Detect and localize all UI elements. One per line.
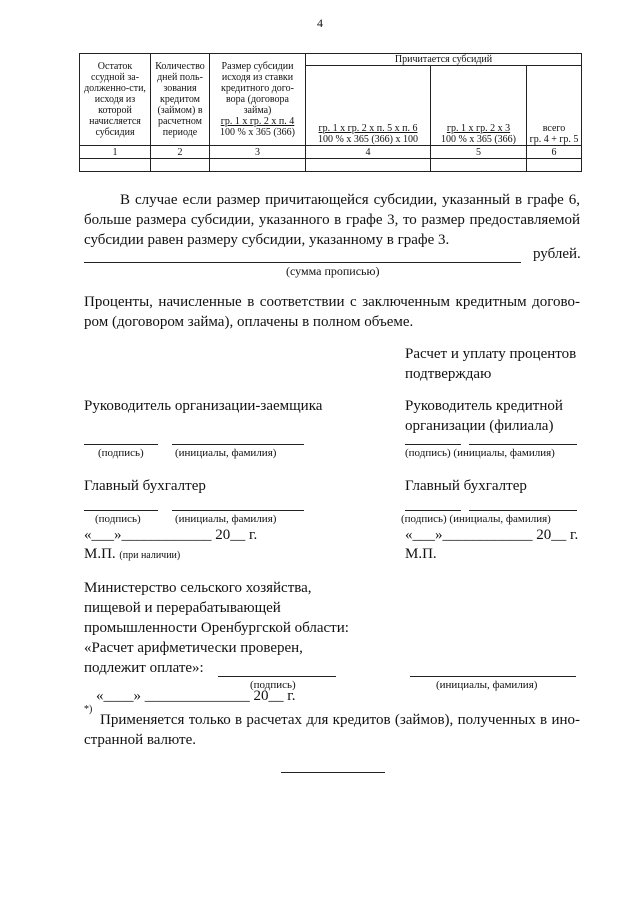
initials-caption: (инициалы, фамилия) xyxy=(175,513,277,525)
col6-header: всего гр. 4 + гр. 5 xyxy=(527,66,582,146)
stamp-right: М.П. xyxy=(405,546,437,562)
col2-header: Количество дней поль-зования кредитом (займом) в расчетном периоде xyxy=(151,54,210,146)
footnote-text: Применяется только в расчетах для кредитов (займов), полученных в ино-странной валюте. xyxy=(84,712,580,748)
table-row xyxy=(80,159,582,172)
initials-line xyxy=(172,510,304,511)
ministry-line-5: подлежит оплате»: xyxy=(84,660,204,676)
signature-caption: (подпись) xyxy=(250,679,296,691)
col3-header: Размер субсидии исходя из ставки кредитного дого- вора (договора займа) гр. 1 х гр. 2 х п. 4 100 % х 365 (366) xyxy=(210,54,306,146)
paragraph-interest: Проценты, начисленные в соответствии с заключенным кредитным догово-ром (договором займа), оплачены в полном объеме. xyxy=(84,294,580,330)
group-header: Причитается субсидий xyxy=(306,54,582,66)
sum-line xyxy=(84,262,521,263)
chief-accountant-left: Главный бухгалтер xyxy=(84,478,206,494)
table-number-row: 1 2 3 4 5 6 xyxy=(80,146,582,159)
initials-caption: (инициалы, фамилия) xyxy=(175,447,277,459)
initials-line xyxy=(469,510,577,511)
ministry-initials-line xyxy=(410,676,576,677)
ministry-date: «____» ______________ 20__ г. xyxy=(96,688,296,704)
sum-caption: (сумма прописью) xyxy=(286,264,380,278)
signature-caption: (подпись) xyxy=(95,513,141,525)
borrower-head-title: Руководитель организации-заемщика xyxy=(84,398,323,414)
col4-header: гр. 1 х гр. 2 х п. 5 х п. 6 100 % х 365 (366) х 100 xyxy=(306,66,431,146)
confirm-text-2: подтверждаю xyxy=(405,366,492,382)
ministry-line-1: Министерство сельского хозяйства, xyxy=(84,580,312,596)
signature-initials-caption: (подпись) (инициалы, фамилия) xyxy=(401,513,551,525)
initials-line xyxy=(172,444,304,445)
signature-line xyxy=(405,510,461,511)
signature-initials-caption: (подпись) (инициалы, фамилия) xyxy=(405,447,555,459)
date-left: «___»____________ 20__ г. xyxy=(84,527,258,543)
rubles-label: рублей. xyxy=(533,246,581,262)
bank-head-title: Руководитель кредитной xyxy=(405,398,563,414)
signature-line xyxy=(84,444,158,445)
initials-caption: (инициалы, фамилия) xyxy=(436,679,538,691)
initials-line xyxy=(469,444,577,445)
stamp-left: М.П. (при наличии) xyxy=(84,546,181,562)
col5-header: гр. 1 х гр. 2 х 3 100 % х 365 (366) xyxy=(431,66,527,146)
ministry-line-4: «Расчет арифметически проверен, xyxy=(84,640,303,656)
date-right: «___»____________ 20__ г. xyxy=(405,527,579,543)
col1-header: Остаток ссудной за-долженно-сти, исходя из которой начисляется субсидия xyxy=(80,54,151,146)
paragraph-subsidy-condition: В случае если размер причитающейся субсидии, указанный в графе 6, больше размера субсидии, указанного в графе 3, то размер предоставляемой субсидии равен размеру субсидии, указанному в графе 3. xyxy=(84,192,580,248)
footnote-mark: *) xyxy=(84,704,93,715)
bank-head-title-2: организации (филиала) xyxy=(405,418,554,434)
signature-line xyxy=(84,510,158,511)
ministry-signature-line xyxy=(218,676,336,677)
chief-accountant-right: Главный бухгалтер xyxy=(405,478,527,494)
page-number: 4 xyxy=(317,16,323,30)
closing-separator xyxy=(281,772,385,773)
stamp-note: (при наличии) xyxy=(119,550,181,561)
ministry-line-3: промышленности Оренбургской области: xyxy=(84,620,349,636)
confirm-text: Расчет и уплату процентов xyxy=(405,346,577,362)
signature-caption: (подпись) xyxy=(98,447,144,459)
subsidy-table xyxy=(79,53,582,172)
ministry-line-2: пищевой и перерабатывающей xyxy=(84,600,281,616)
signature-line xyxy=(405,444,461,445)
